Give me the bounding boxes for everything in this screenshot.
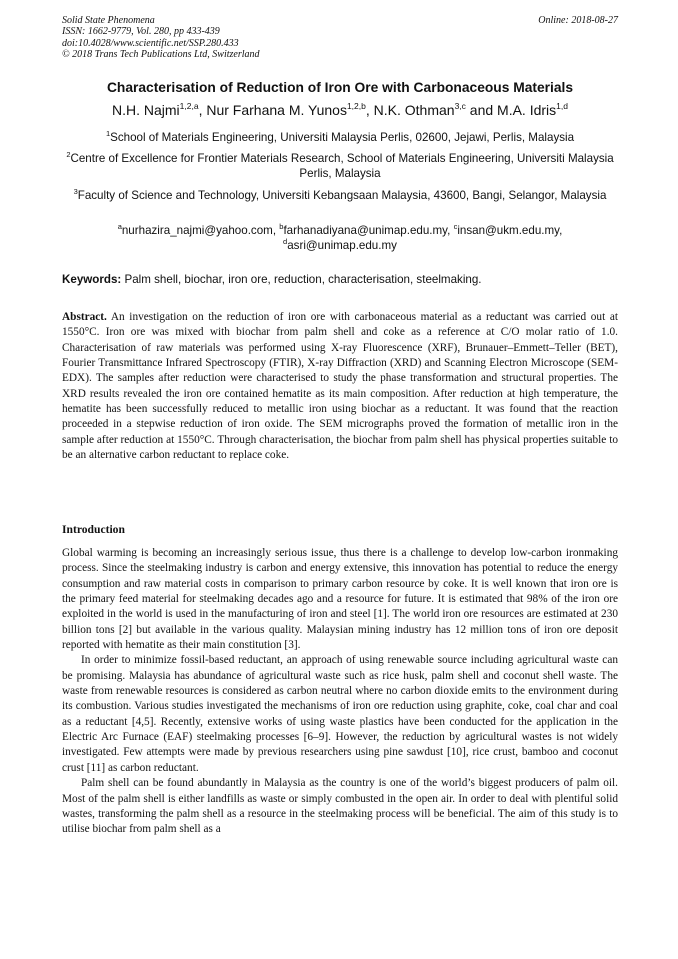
paragraph: Global warming is becoming an increasingly serious issue, thus there is a challenge to develop low-carbon ironmaking process. Since the steelmaking industry is carbon and energy extensive, this innovation has potential to reduce the energy consumption and raw material costs in comparison to primary carbon resource by coke. It is well known that iron ore is the primary feed material for steelmaking decades ago and a resource for future. It is estimated that 98% of the iron ore exploited in the world is used in the manufacturing of iron and steel [1]. The world iron ore resources are estimated at 230 billion tons [2] but available in the various quality. Malaysian mining industry has 12 million tons of iron ore deposit reported with hematite as their main constitution [3]. (62, 547, 618, 652)
affiliation-text: School of Materials Engineering, Universiti Malaysia Perlis, 02600, Jejawi, Perlis, Malaysia (110, 131, 575, 144)
affiliation-text: Centre of Excellence for Frontier Materials Research, School of Materials Engineering, Universiti Malaysia Perlis, Malaysia (70, 152, 614, 180)
affiliation-text: Faculty of Science and Technology, Universiti Kebangsaan Malaysia, 43600, Bangi, Selangor, Malaysia (77, 189, 607, 202)
affiliation-sup: 3 (73, 187, 78, 196)
author-name: N.H. Najmi (111, 102, 180, 118)
email-link[interactable]: farhanadiyana@unimap.edu.my, (283, 224, 454, 237)
author-affil-sup: 1,d (556, 101, 568, 111)
author-affil-sup: 1,2,b (346, 101, 366, 111)
abstract-label: Abstract. (62, 311, 107, 323)
affiliation-sup: 1 (105, 129, 111, 138)
email-sup: c (453, 222, 458, 231)
email-link[interactable]: nurhazira_najmi@yahoo.com, (121, 224, 280, 237)
journal-copyright: © 2018 Trans Tech Publications Ltd, Switzerland (62, 49, 260, 61)
section-heading-introduction: Introduction (62, 523, 125, 536)
author-affil-sup: 3,c (454, 101, 466, 111)
paragraph: Palm shell can be found abundantly in Malaysia as the country is one of the world’s biggest producers of palm oil. Most of the palm shell is either landfills as waste or simply combusted in the open air. In order to deal with plentiful solid wastes, transforming the palm shell as a resource in the steelmaking process will be beneficial. The aim of this study is to utilise biochar from palm shell as a (62, 777, 618, 836)
journal-doi: doi:10.4028/www.scientific.net/SSP.280.433 (62, 37, 239, 49)
paper-title: Characterisation of Reduction of Iron Ore with Carbonaceous Materials (106, 80, 574, 95)
keywords (62, 273, 618, 286)
author-name: M.A. Idris (497, 102, 557, 118)
affiliation-3 (62, 189, 618, 204)
email-link[interactable]: asri@unimap.edu.my (287, 238, 397, 252)
journal-name: Solid State Phenomena (62, 15, 155, 26)
email-sup: d (283, 236, 288, 246)
affiliation-sup: 2 (66, 150, 71, 159)
journal-header (62, 15, 618, 61)
affiliation-2 (62, 152, 618, 181)
email-sup: b (279, 222, 284, 231)
author-sep: and (465, 102, 498, 118)
abstract (62, 310, 618, 463)
author-list (60, 102, 620, 118)
abstract-text: An investigation on the reduction of iron ore with carbonaceous material as a reductant was carried out at 1550°C. Iron ore was mixed with biochar from palm shell and coke as a reference at C/O molar ratio of 1.0. Characterisation of raw materials was performed using X-ray Fluorescence (XRF), Brunauer–Emmett–Teller (BET), Fourier Transmittance Infrared Spectroscopy (FTIR), X-ray Diffraction (XRD) and Scanning Electron Microscope (SEM-EDX). The samples after reduction were characterised to study the phase transformation and structural properties. The XRD results revealed the iron ore contained hematite as its main composition. After reduction at high temperature, the hematite has been successfully reduced to metallic iron using biochar as a reductant. It was found that the reaction proceeded in a stepwise reduction of iron oxide. The SEM micrographs proved the formation of metallic iron in the sample after reduction at 1550°C. Through characterisation, the biochar from palm shell has physical properties suitable to be an alternative carbon reductant to replace coke. (62, 311, 618, 462)
keywords-label: Keywords: (62, 273, 122, 286)
journal-issn: ISSN: 1662-9779, Vol. 280, pp 433-439 (62, 26, 220, 38)
keywords-text: Palm shell, biochar, iron ore, reduction, characterisation, steelmaking. (121, 273, 482, 286)
email-link[interactable]: insan@ukm.edu.my, (457, 224, 563, 237)
introduction-body (62, 546, 618, 838)
author-name: N.K. Othman (373, 102, 455, 118)
online-date: Online: 2018-08-27 (538, 15, 618, 26)
author-name: Nur Farhana M. Yunos (206, 102, 347, 118)
email-sup: a (117, 222, 122, 231)
affiliation-1 (62, 131, 618, 146)
author-affil-sup: 1,2,a (179, 101, 199, 111)
author-emails (62, 224, 618, 253)
author-sep: , (365, 102, 374, 118)
paragraph: In order to minimize fossil-based reductant, an approach of using renewable source including agricultural waste can be promising. Malaysia has abundance of agricultural waste such as rice husk, palm shell and coconut shell waste. The waste from renewable resources is considered as carbon neutral where no carbon dioxide emits to the environment during its combustion. Various studies investigated the mechanisms of iron ore reduction using graphite, coke, coal char and coal as a reductant [4,5]. Recently, extensive works of using waste plastics have been conducted for the application in the Electric Arc Furnace (EAF) steelmaking processes [6–9]. However, the reduction by agricultural wastes is not widely investigated. Few attempts were made by previous researchers using pine sawdust [10], rice crust, bamboo and coconut crust [11] as carbon reductant. (62, 654, 618, 774)
author-sep: , (198, 102, 207, 118)
